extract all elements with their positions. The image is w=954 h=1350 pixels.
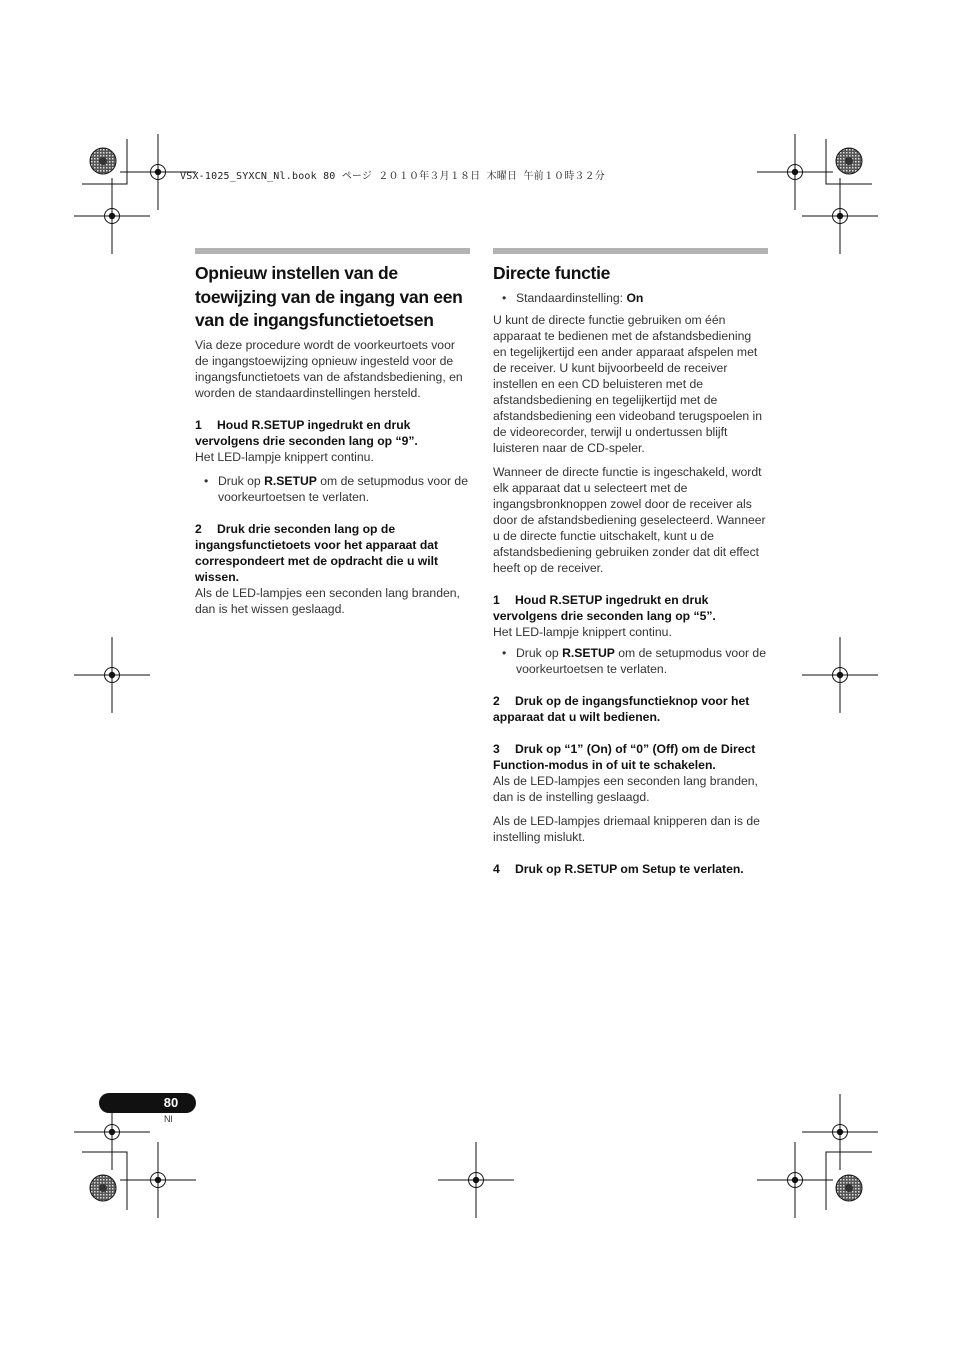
left-column — [195, 248, 470, 617]
bullet-dot: • — [502, 645, 507, 660]
section-divider-bar — [493, 248, 768, 254]
section-title: Directe functie — [493, 263, 611, 283]
bullet-dot: • — [502, 290, 507, 305]
step-text: Houd R.SETUP ingedrukt en druk vervolgens drie seconden lang op “5”. — [493, 592, 716, 623]
default-setting: • Standaardinstelling: On — [502, 290, 644, 305]
step-number: 2 — [195, 521, 202, 536]
key-name: R.SETUP — [264, 473, 317, 488]
step-1-note: Het LED-lampje knippert continu. — [195, 449, 374, 464]
step-text: Druk op “1” (On) of “0” (Off) om de Direct Function-modus in of uit te schakelen. — [493, 741, 756, 772]
step-number: 1 — [195, 417, 202, 432]
step-1-note: Het LED-lampje knippert continu. — [493, 624, 672, 639]
key-name: R.SETUP — [562, 645, 615, 660]
step-text: Houd R.SETUP ingedrukt en druk vervolgens drie seconden lang op “9”. — [195, 417, 418, 448]
step-number: 2 — [493, 693, 500, 708]
step-1 — [493, 592, 768, 624]
section-divider-bar — [195, 248, 470, 254]
page-number: 80 — [163, 1095, 179, 1110]
paragraph: Wanneer de directe functie is ingeschakeld, wordt elk apparaat dat u selecteert met de ingangsbronknoppen zowel door de receiver als door de afstandsbediening geselecteerd. Wanneer u de directe functie uitschakelt, kunt u de afstandsbediening gebruiken zonder dat dit effect heeft op de receiver. — [493, 464, 766, 575]
step-3-note: Als de LED-lampjes driemaal knipperen dan is de instelling mislukt. — [493, 813, 760, 844]
page-language: Nl — [164, 1114, 173, 1124]
bullet-item: • Druk op R.SETUP om de setupmodus voor de voorkeurtoetsen te verlaten. — [204, 473, 468, 504]
default-value: On — [626, 290, 644, 305]
step-3-note: Als de LED-lampjes een seconden lang branden, dan is de instelling geslaagd. — [493, 773, 758, 804]
step-3 — [493, 741, 768, 773]
step-text: Druk op R.SETUP om Setup te verlaten. — [515, 861, 744, 876]
section-title: Opnieuw instellen van de toewijzing van de ingang van een van de ingangsfunctietoetsen — [195, 263, 463, 330]
step-number: 4 — [493, 861, 500, 876]
print-file-info: VSX-1025_SYXCN_Nl.book 80 ページ ２０１０年３月１８日 木曜日 午前１０時３２分 — [180, 171, 605, 182]
step-2 — [493, 693, 768, 725]
step-2-note: Als de LED-lampjes een seconden lang branden, dan is het wissen geslaagd. — [195, 585, 460, 616]
step-2 — [195, 521, 470, 585]
step-text: Druk op de ingangsfunctieknop voor het apparaat dat u wilt bedienen. — [493, 693, 750, 724]
bullet-dot: • — [204, 473, 209, 488]
step-4 — [493, 861, 768, 877]
right-column — [493, 248, 768, 877]
step-text: Druk drie seconden lang op de ingangsfunctietoets voor het apparaat dat correspondeert met de opdracht die u wilt wissen. — [195, 521, 439, 584]
intro-paragraph: Via deze procedure wordt de voorkeurtoets voor de ingangstoewijzing opnieuw ingesteld voor de ingangsfunctietoets van de afstandsbediening, en worden de standaardinstellingen hersteld. — [195, 337, 463, 400]
paragraph: U kunt de directe functie gebruiken om één apparaat te bedienen met de afstandsbediening en tegelijkertijd een ander apparaat afspelen met de receiver. U kunt bijvoorbeeld de receiver instellen en een CD beluisteren met de afstandsbediening en tegelijkertijd met de afstandsbediening een videoband terugspoelen in de videorecorder, terwijl u ondertussen blijft luisteren naar de CD-speler. — [493, 312, 763, 455]
step-number: 3 — [493, 741, 500, 756]
step-number: 1 — [493, 592, 500, 607]
step-1 — [195, 417, 470, 449]
bullet-item: • Druk op R.SETUP om de setupmodus voor de voorkeurtoetsen te verlaten. — [502, 645, 766, 676]
